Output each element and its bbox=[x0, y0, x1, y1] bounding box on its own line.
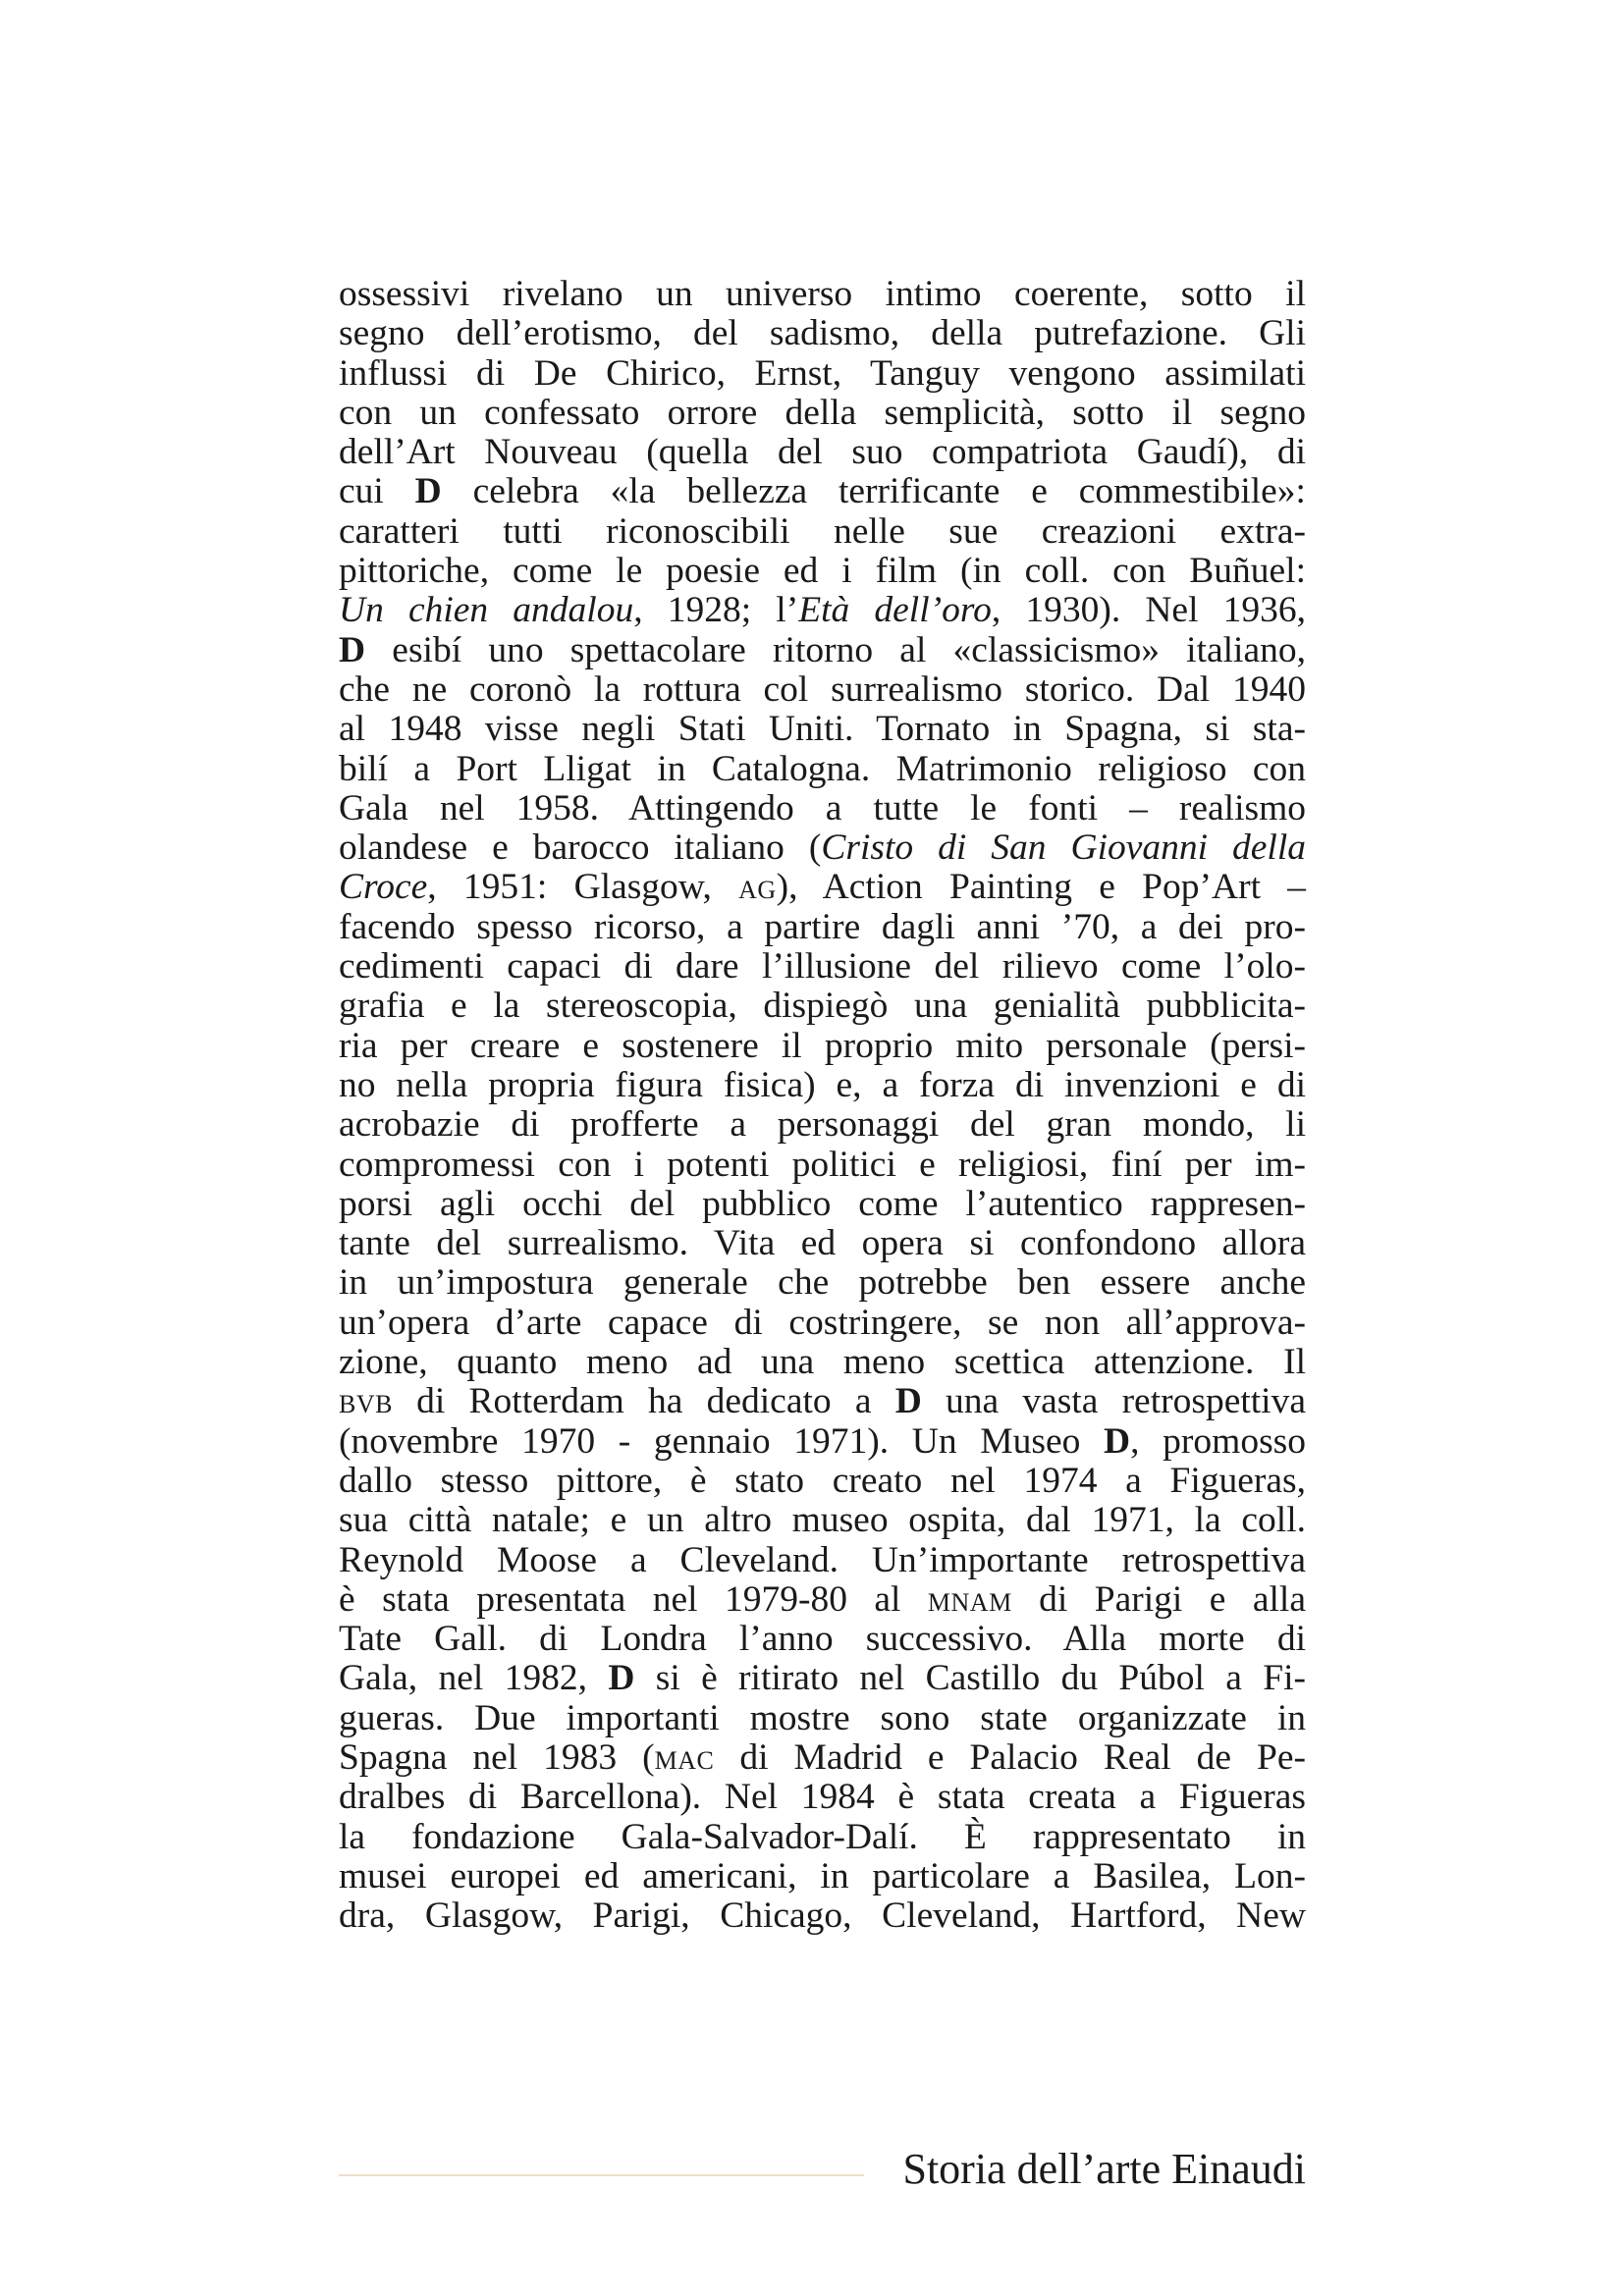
text-run: la fondazione Gala-Salvador-Dalí. È rappresentato in bbox=[339, 1816, 1306, 1857]
text-run: bilí a Port Lligat in Catalogna. Matrimonio religioso con bbox=[339, 748, 1306, 789]
text-line bbox=[339, 1105, 1306, 1145]
text-line bbox=[339, 591, 1306, 630]
text-run: Tate Gall. di Londra l’anno successivo. Alla morte di bbox=[339, 1619, 1306, 1660]
hyphen: - bbox=[1293, 1144, 1306, 1185]
text-run: dra, Glasgow, Parigi, Chicago, Cleveland, Hartford, New bbox=[339, 1896, 1306, 1937]
text-line bbox=[339, 1857, 1306, 1896]
text-line bbox=[339, 275, 1306, 314]
text-run: Gala, nel 1982, bbox=[339, 1658, 609, 1699]
text-line bbox=[339, 828, 1306, 868]
text-line bbox=[339, 868, 1306, 907]
text-line bbox=[339, 1501, 1306, 1540]
artist-initial: D bbox=[1104, 1420, 1131, 1462]
text-line bbox=[339, 1422, 1306, 1462]
hyphen: - bbox=[1293, 946, 1306, 988]
text-run: dallo stesso pittore, è stato creato nel 1974 a Figueras, bbox=[339, 1460, 1306, 1501]
text-run: grafia e la stereoscopia, dispiegò una genialità pubblicita bbox=[339, 986, 1294, 1027]
text-run: Spagna nel 1983 ( bbox=[339, 1736, 655, 1778]
text-run: facendo spesso ricorso, a partire dagli anni ’70, a dei pro bbox=[339, 906, 1294, 947]
artist-initial: D bbox=[608, 1658, 635, 1699]
institution-abbr: bvb bbox=[339, 1381, 393, 1422]
text-run: no nella propria figura fisica) e, a forza di invenzioni e di bbox=[339, 1064, 1306, 1105]
text-run: una vasta retrospettiva bbox=[921, 1381, 1306, 1422]
text-line bbox=[339, 631, 1306, 670]
text-line bbox=[339, 1462, 1306, 1501]
text-run: compromessi con i potenti politici e religiosi, finí per im bbox=[339, 1144, 1294, 1185]
text-line bbox=[339, 1778, 1306, 1817]
text-run: ), Action Painting e Pop’Art – bbox=[776, 867, 1306, 908]
italic-title: Età dell’oro bbox=[798, 590, 992, 631]
footer-title: Storia dell’arte Einaudi bbox=[902, 2145, 1306, 2193]
text-line bbox=[339, 1185, 1306, 1224]
text-run: caratteri tutti riconoscibili nelle sue creazioni extra bbox=[339, 510, 1294, 552]
text-line bbox=[339, 710, 1306, 749]
text-line bbox=[339, 1343, 1306, 1382]
text-run: gueras. Due importanti mostre sono state organizzate in bbox=[339, 1697, 1306, 1738]
text-run: musei europei ed americani, in particolare a Basilea, Lon bbox=[339, 1855, 1294, 1896]
hyphen: - bbox=[1293, 1736, 1306, 1778]
text-line bbox=[339, 472, 1306, 511]
text-line bbox=[339, 1541, 1306, 1580]
text-line bbox=[339, 789, 1306, 828]
italic-title: Croce bbox=[339, 867, 428, 908]
text-run: , promosso bbox=[1130, 1420, 1307, 1462]
text-run: di Parigi e alla bbox=[1011, 1578, 1306, 1620]
text-line bbox=[339, 1304, 1306, 1343]
text-line bbox=[339, 1382, 1306, 1421]
text-run: di Madrid e Palacio Real de Pe bbox=[714, 1736, 1294, 1778]
text-run: al 1948 visse negli Stati Uniti. Tornato in Spagna, si sta bbox=[339, 709, 1294, 750]
text-line bbox=[339, 670, 1306, 710]
institution-abbr: ag bbox=[738, 867, 777, 908]
text-line bbox=[339, 1659, 1306, 1698]
hyphen: - bbox=[1293, 510, 1306, 552]
artist-initial: D bbox=[339, 629, 366, 670]
italic-title: Un chien andalou bbox=[339, 590, 634, 631]
text-line bbox=[339, 1146, 1306, 1185]
text-line bbox=[339, 1620, 1306, 1659]
text-line bbox=[339, 433, 1306, 472]
hyphen: - bbox=[1293, 906, 1306, 947]
text-line bbox=[339, 1263, 1306, 1303]
text-run: segno dell’erotismo, del sadismo, della putrefazione. Gli bbox=[339, 313, 1306, 354]
text-run: ria per creare e sostenere il proprio mito personale (persi bbox=[339, 1025, 1294, 1066]
text-line bbox=[339, 1699, 1306, 1738]
text-line bbox=[339, 1580, 1306, 1620]
hyphen: - bbox=[1293, 1302, 1306, 1343]
text-run: di Rotterdam ha dedicato a bbox=[392, 1381, 895, 1422]
text-run: , 1951: Glasgow, bbox=[427, 867, 739, 908]
text-run: in un’impostura generale che potrebbe ben essere anche bbox=[339, 1262, 1306, 1304]
italic-title: Cristo di San Giovanni della bbox=[821, 828, 1306, 869]
text-run: cedimenti capaci di dare l’illusione del rilievo come l’olo bbox=[339, 946, 1294, 988]
body-text bbox=[339, 275, 1306, 1936]
text-run: esibí uno spettacolare ritorno al «classicismo» italiano, bbox=[365, 629, 1306, 670]
text-run: celebra «la bellezza terrificante e commestibile»: bbox=[441, 471, 1306, 512]
text-run: ossessivi rivelano un universo intimo coerente, sotto il bbox=[339, 274, 1306, 314]
text-run: , 1930). Nel 1936, bbox=[991, 590, 1306, 631]
text-run: zione, quanto meno ad una meno scettica attenzione. Il bbox=[339, 1342, 1306, 1383]
institution-abbr: mac bbox=[654, 1736, 715, 1778]
footer-rule bbox=[339, 2174, 864, 2176]
institution-abbr: mnam bbox=[927, 1578, 1012, 1620]
hyphen: - bbox=[1293, 986, 1306, 1027]
text-run: si è ritirato nel Castillo du Púbol a Fi bbox=[634, 1658, 1294, 1699]
text-line bbox=[339, 947, 1306, 987]
text-line bbox=[339, 987, 1306, 1026]
text-run: tante del surrealismo. Vita ed opera si confondono allora bbox=[339, 1223, 1306, 1264]
hyphen: - bbox=[1293, 1183, 1306, 1224]
text-run: influssi di De Chirico, Ernst, Tanguy vengono assimilati bbox=[339, 352, 1306, 394]
text-run: con un confessato orrore della semplicità, sotto il segno bbox=[339, 392, 1306, 433]
text-run: Reynold Moose a Cleveland. Un’importante retrospettiva bbox=[339, 1539, 1306, 1580]
text-run: , 1928; l’ bbox=[633, 590, 799, 631]
text-line bbox=[339, 1224, 1306, 1263]
text-line bbox=[339, 354, 1306, 394]
text-run: Gala nel 1958. Attingendo a tutte le fonti – realismo bbox=[339, 787, 1306, 828]
text-line bbox=[339, 552, 1306, 591]
text-run: un’opera d’arte capace di costringere, se non all’approva bbox=[339, 1302, 1294, 1343]
hyphen: - bbox=[1293, 709, 1306, 750]
text-line bbox=[339, 750, 1306, 789]
text-line bbox=[339, 1818, 1306, 1857]
hyphen: - bbox=[1293, 1855, 1306, 1896]
text-run: porsi agli occhi del pubblico come l’autentico rappresen bbox=[339, 1183, 1294, 1224]
text-run: dell’Art Nouveau (quella del suo compatriota Gaudí), di bbox=[339, 432, 1306, 473]
text-run: è stata presentata nel 1979-80 al bbox=[339, 1578, 928, 1620]
text-line bbox=[339, 1027, 1306, 1066]
hyphen: - bbox=[1293, 1658, 1306, 1699]
artist-initial: D bbox=[414, 471, 442, 512]
text-line bbox=[339, 1738, 1306, 1778]
text-line bbox=[339, 1896, 1306, 1936]
text-line bbox=[339, 512, 1306, 552]
text-run: acrobazie di profferte a personaggi del gran mondo, li bbox=[339, 1104, 1306, 1146]
hyphen: - bbox=[1293, 1025, 1306, 1066]
text-run: pittoriche, come le poesie ed i film (in coll. con Buñuel: bbox=[339, 551, 1306, 592]
text-run: che ne coronò la rottura col surrealismo storico. Dal 1940 bbox=[339, 668, 1306, 710]
text-line bbox=[339, 1066, 1306, 1105]
text-run: dralbes di Barcellona). Nel 1984 è stata creata a Figueras bbox=[339, 1777, 1306, 1818]
text-line bbox=[339, 314, 1306, 353]
text-line bbox=[339, 394, 1306, 433]
text-run: sua città natale; e un altro museo ospita, dal 1971, la coll. bbox=[339, 1500, 1306, 1541]
text-run: (novembre 1970 - gennaio 1971). Un Museo bbox=[339, 1420, 1105, 1462]
artist-initial: D bbox=[894, 1381, 922, 1422]
text-line bbox=[339, 908, 1306, 947]
text-run: olandese e barocco italiano ( bbox=[339, 828, 822, 869]
text-run: cui bbox=[339, 471, 415, 512]
